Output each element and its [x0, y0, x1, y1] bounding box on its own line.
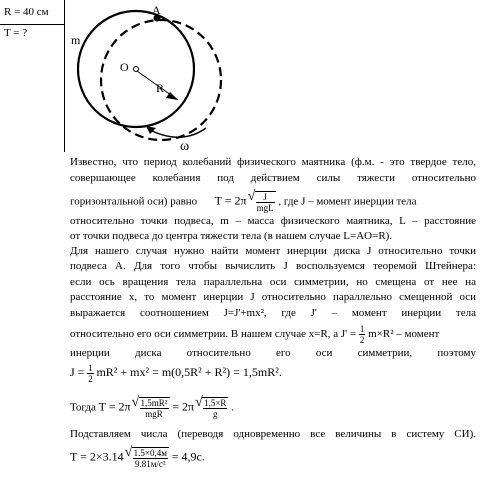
period-num-den: 9.81м/с² — [134, 459, 166, 469]
p2-line4: расстояние х, то момент инерции J относительно параллельно смещенной оси — [70, 291, 476, 303]
period-sub-num1: √ 1,5mR² — [140, 398, 168, 408]
p2-line6-end: m×R² – момент — [368, 328, 440, 341]
period-num-root — [132, 447, 169, 469]
period-formula-root — [255, 191, 276, 213]
pendulum-figure — [66, 0, 236, 152]
p3-line — [70, 397, 234, 419]
period-num-num: √ 1.5×0,4м — [133, 448, 167, 458]
p4-line2 — [70, 447, 205, 469]
p1-line3-start: горизонтальной оси) равно — [70, 195, 198, 208]
p2-line8 — [70, 363, 282, 384]
center-point-o — [134, 67, 139, 72]
rotation-arc — [148, 128, 206, 137]
p4-line1: Подставляем числа (переводя одновременно все величины в систему СИ). — [70, 428, 476, 440]
p2-line3: если ось вращения тела параллельна оси симметрии, но смещена от нее на — [70, 276, 476, 288]
p1-line3 — [70, 191, 417, 213]
half-num-1: 1 — [359, 324, 365, 334]
p2-line7: инерции диска относительно его оси симметрии, поэтому — [70, 347, 476, 359]
p1-line3-end: , где J – момент инерции тела — [278, 195, 417, 208]
p1-line5: от точки подвеса до центра тяжести тела (в нашем случае L=AO=R). — [70, 230, 393, 242]
p1-line2: совершающее колебания под действием силы тяжести относительно — [70, 172, 476, 184]
period-sub-eq: = 2π — [172, 399, 195, 414]
p2-line1: Для нашего случая нужно найти момент инерции диска J относительно точки — [70, 245, 476, 257]
half-fraction-1 — [359, 324, 366, 345]
p2-line2: подвеса А. Для того чтобы вычислить J воспользуемся теоремой Штейнера: — [70, 260, 476, 272]
period-sub-root1 — [139, 397, 170, 419]
label-m: m — [71, 33, 81, 47]
given-unknown: T = ? — [4, 27, 28, 39]
half-fraction-2 — [87, 363, 94, 384]
p3-lead: Тогда — [70, 401, 96, 414]
period-sub-den2: g — [213, 409, 218, 419]
period-formula-t: T = 2π — [214, 193, 247, 208]
half-num-2: 1 — [88, 363, 93, 373]
given-vertical-rule — [64, 0, 65, 152]
label-r: R — [156, 81, 165, 95]
p2-line5: выражается соотношением J=J'+mx², где J' – момент инерции тела — [70, 307, 476, 319]
period-sub-num2: √ 1,5×R — [204, 398, 227, 408]
inertia-formula: mR² + mx² = m(0,5R² + R²) = 1,5mR². — [96, 365, 282, 380]
p1-line4: относительно точки подвеса, m – масса физического маятника, L – расстояние — [70, 215, 476, 227]
label-omega: ω — [180, 139, 190, 152]
period-sub-root2 — [202, 397, 228, 419]
p2-line6-start: относительно его оси симметрии. В нашем случае x=R, а J' = — [70, 328, 357, 341]
given-divider — [0, 24, 64, 25]
inertia-j: J = — [70, 365, 85, 380]
period-sub-t: T = 2π — [98, 399, 131, 414]
period-formula-num: √ J — [256, 192, 275, 203]
label-a: A — [152, 3, 161, 17]
p2-line6 — [70, 324, 439, 345]
period-result: = 4,9с. — [171, 449, 205, 464]
given-radius: R = 40 см — [4, 6, 49, 18]
period-sub-den1: mgR — [145, 409, 163, 419]
period-formula-den: mgL — [256, 203, 274, 213]
half-den-1: 2 — [359, 335, 365, 345]
label-o: O — [120, 60, 129, 74]
period-sub-end: . — [231, 401, 234, 414]
period-num-t: T = 2×3.14 — [70, 449, 124, 464]
p1-line1: Известно, что период колебаний физического маятника (ф.м. - это твердое тело, — [70, 156, 476, 168]
half-den-2: 2 — [88, 374, 93, 384]
